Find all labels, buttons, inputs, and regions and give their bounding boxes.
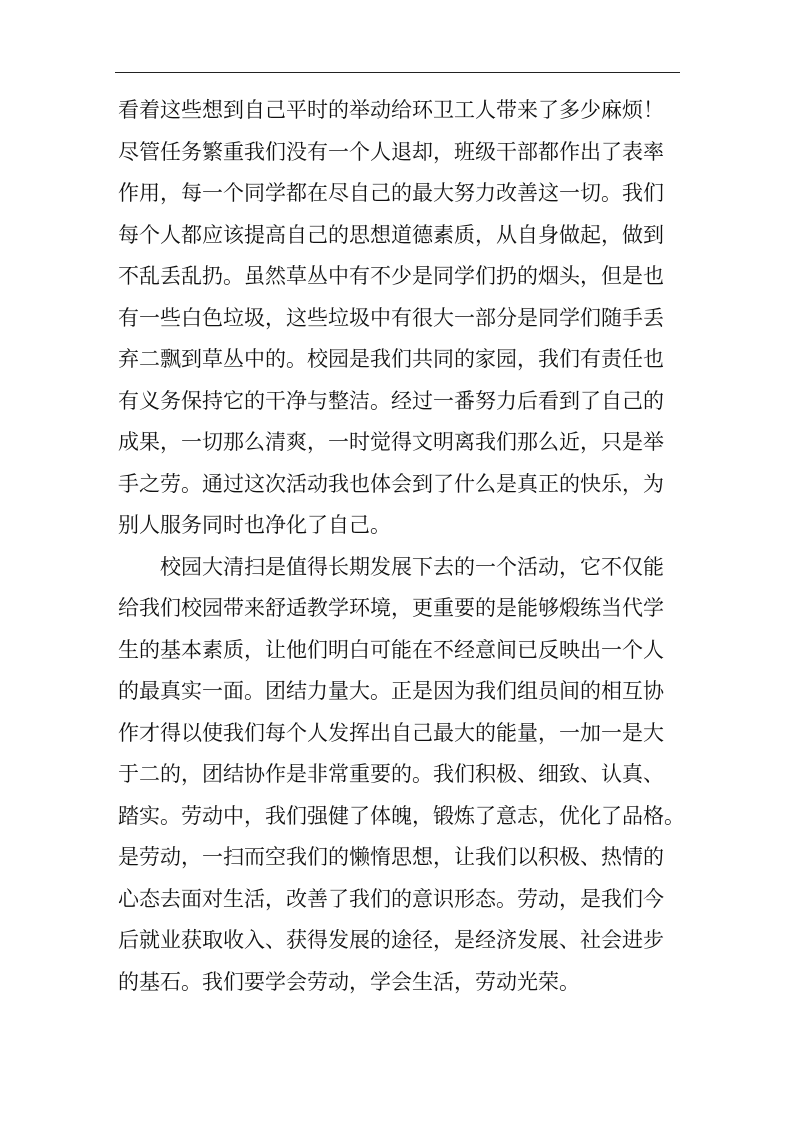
text-line: 看着这些想到自己平时的举动给环卫工人带来了多少麻烦！	[118, 98, 664, 122]
text-line: 的最真实一面。团结力量大。正是因为我们组员间的相互协	[118, 679, 664, 703]
text-line: 心态去面对生活，改善了我们的意识形态。劳动，是我们今	[118, 886, 664, 911]
text-line: 手之劳。通过这次活动我也体会到了什么是真正的快乐，为	[118, 471, 664, 496]
header-rule	[115, 72, 680, 73]
text-line: 后就业获取收入、获得发展的途径，是经济发展、社会进步	[118, 928, 664, 952]
text-line: 有义务保持它的干净与整洁。经过一番努力后看到了自己的	[118, 388, 664, 413]
text-line: 弃二飘到草丛中的。校园是我们共同的家园，我们有责任也	[118, 347, 664, 371]
text-line: 是劳动，一扫而空我们的懒惰思想，让我们以积极、热情的	[118, 845, 664, 869]
text-line: 别人服务同时也净化了自己。	[118, 513, 391, 537]
text-line: 作才得以使我们每个人发挥出自己最大的能量，一加一是大	[118, 720, 664, 745]
text-line: 尽管任务繁重我们没有一个人退却，班级干部都作出了表率	[118, 139, 664, 164]
text-line: 生的基本素质，让他们明白可能在不经意间已反映出一个人	[118, 637, 664, 662]
text-line: 有一些白色垃圾，这些垃圾中有很大一部分是同学们随手丢	[118, 305, 664, 330]
text-line: 成果，一切那么清爽，一时觉得文明离我们那么近，只是举	[118, 430, 664, 454]
text-line: 每个人都应该提高自己的思想道德素质，从自身做起，做到	[118, 222, 664, 247]
text-line: 作用，每一个同学都在尽自己的最大努力改善这一切。我们	[118, 181, 664, 205]
text-line: 给我们校园带来舒适教学环境，更重要的是能够煅练当代学	[118, 596, 664, 620]
text-line: 于二的，团结协作是非常重要的。我们积极、细致、认真、	[118, 762, 664, 786]
text-line: 的基石。我们要学会劳动，学会生活，劳动光荣。	[118, 969, 580, 994]
text-line: 踏实。劳动中，我们强健了体魄，锻炼了意志，优化了品格。	[118, 803, 685, 828]
paragraph-start-line: 校园大清扫是值得长期发展下去的一个活动，它不仅能	[160, 554, 664, 579]
document-body	[118, 90, 683, 1003]
text-line: 不乱丢乱扔。虽然草丛中有不少是同学们扔的烟头，但是也	[118, 264, 664, 288]
